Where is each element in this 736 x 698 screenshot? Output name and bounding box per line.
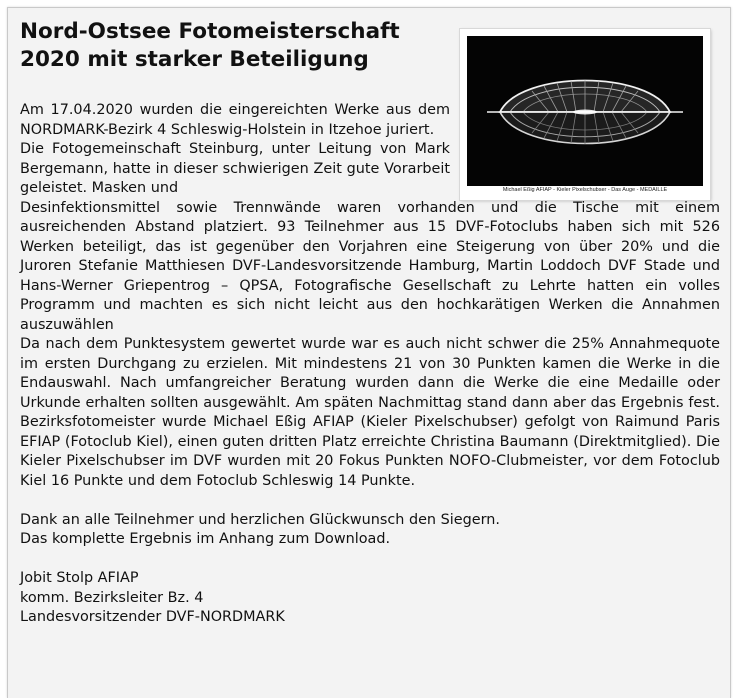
paragraph-gap [20,491,720,511]
organization-paragraph-part-one: Die Fotogemeinschaft Steinburg, unter Leitung von Mark Bergemann, hatte in dieser schwierigen Zeit gute Vorarbeit geleistet. Masken und [20,141,450,196]
signature-organization: Landesvorsitzender DVF-NORDMARK [20,609,285,625]
intro-paragraph: Am 17.04.2020 wurden die eingereichten Werke aus dem NORDMARK-Bezirk 4 Schleswig-Holstein in Itzehoe juriert. [20,102,450,138]
results-paragraph: Da nach dem Punktesystem gewertet wurde war es auch nicht schwer die 25% Annahmequote im ersten Durchgang zu erzielen. Mit mindestens 21 von 30 Punkten kamen die Werke in die Endauswahl. Nach umfangreicher Beratung wurden dann die Werke die eine Medaille oder Urkunde erhalten sollten ausgewählt. Am späten Nachmittag stand dann aber das Ergebnis fest. Bezirksfotomeister wurde Michael Eßig AFIAP (Kieler Pixelschubser) gefolgt von Raimund Paris EFIAP (Fotoclub Kiel), einen guten dritten Platz erreichte Christina Baumann (Direktmitglied). Die Kieler Pixelschubser im DVF wurden mit 20 Fokus Punkten NOFO-Clubmeister, vor dem Fotoclub Kiel 16 Punkte und dem Fotoclub Schleswig 14 Punkte. [20,336,720,489]
photo-caption: Michael Eßig AFIAP - Kieler Pixelschubser - Das Auge - MEDAILLE [502,187,668,193]
download-note: Das komplette Ergebnis im Anhang zum Download. [20,531,391,547]
thanks-line: Dank an alle Teilnehmer und herzlichen Glückwunsch den Siegern. [20,511,500,528]
article-title: Nord-Ostsee Fotomeisterschaft 2020 mit starker Beteiligung [20,19,400,72]
signature-gap [20,550,720,570]
signature-name: Jobit Stolp AFIAP [20,570,139,586]
signature-role: komm. Bezirksleiter Bz. 4 [20,589,204,606]
article-body [20,101,720,628]
organization-paragraph-part-two: Desinfektionsmittel sowie Trennwände waren vorhanden und die Tische mit einem ausreichenden Abstand platziert. 93 Teilnehmer aus 15 DVF-Fotoclubs haben sich mit 526 Werken beteiligt, das ist gegenüber den Vorjahren eine Steigerung von über 20% und die Juroren Stefanie Matthiesen DVF-Landesvorsitzende Hamburg, Martin Loddoch DVF Stade und Hans-Werner Griepentrog – QPSA, Fotografische Gesellschaft zu Lehrte hatten ein volles Programm und machten es sich nicht leicht aus den hochkarätigen Werken die Annahmen auszuwählen [20,199,720,333]
